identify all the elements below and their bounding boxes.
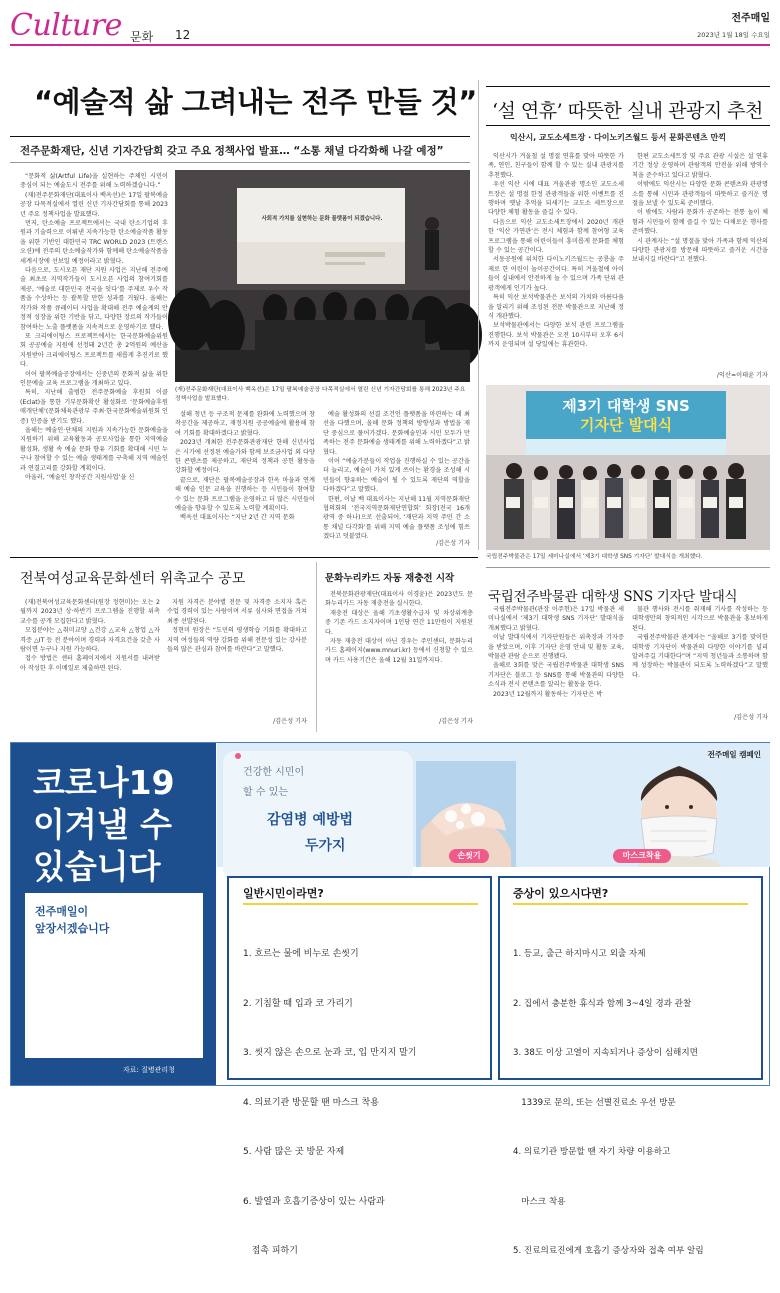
general-public-item: 접촉 피하기 [243, 1246, 298, 1256]
ad-dot-icon [235, 753, 241, 759]
winter-column-2 [632, 152, 768, 265]
lead-column-1 [20, 172, 168, 482]
lead-c3-paragraph: 예술 활성화의 선결 조건인 플랫폼을 마련하는 데 최선을 다했으며, 올해 문화 정책의 방향성과 방법을 재단 중심으로 풀어가겠다. 문화예술인과 시민 모두가 만족하는 전주 문화예술 생태계를 위해 노력하겠다”고 밝혔다. [323, 411, 470, 456]
page-header [0, 0, 780, 46]
ad-source: 자료: 질병관리청 [123, 1066, 175, 1074]
symptoms-item: 1. 등교, 출근 하지마시고 외출 자제 [513, 949, 646, 959]
lead-subhead: 전주문화재단, 신년 기자간담회 갖고 주요 정책사업 발표… “소통 채널 다각화해 나갈 예정” [20, 145, 444, 157]
winter-c1-paragraph: 서동공원에 위치한 다이노키즈월드는 공룡을 주제로 한 어린이 놀이공간이다. 특히 겨울철에 아이들이 실내에서 안전하게 놀 수 있으며 가족 단위 관광객에게 인기가 높다. [488, 256, 624, 292]
culture-card-headline: 문화누리카드 자동 재충전 시작 [325, 573, 455, 584]
museum-photo-caption: 국립전주박물관은 17일 세미나실에서 ‘제3기 대학생 SNS 기자단’ 발대식을 개최했다. [486, 554, 703, 560]
lead-column-3 [323, 410, 470, 542]
lead-signature: /김은성 기자 [436, 540, 470, 547]
lead-c3-paragraph: 이어 “예술가분들이 작업을 진행하실 수 있는 공간을 더 늘리고, 예술이 가치 있게 쓰이는 환경을 조성해 시민들이 향유하는 예술이 될 수 있도록 재단의 역할을 다하겠다”고 말했다. [323, 458, 470, 494]
vertical-divider [478, 80, 479, 550]
section-name-ko: 문화 [130, 30, 154, 44]
mask-label: 마스크착용 [613, 849, 671, 863]
women-edu-c2-paragraph: 지원 자격은 분야별 전문 및 자격증 소지자 혹은 수업 경력이 있는 사람이며 서류 심사와 면접을 거쳐 최종 선발된다. [167, 599, 307, 625]
header-rule [10, 44, 770, 46]
winter-headline: ‘설 연휴’ 따뜻한 실내 관광지 추천 [492, 100, 763, 122]
women-edu-column-2 [167, 598, 307, 654]
symptoms-item: 마스크 착용 [513, 1196, 566, 1207]
museum-c1-paragraph: 이날 발대식에서 기자단원들은 위촉장과 기자증을 받았으며, 이후 기자단 운영 안내 및 활동 교육, 박물관 관람 순으로 진행됐다. [488, 634, 624, 661]
lead-c2-paragraph: 끝으로, 재단은 팔복예술공장과 한옥 마을과 연계해 예술 인문 교육을 진행하는 등 시민들이 참여할 수 있는 문화 프로그램을 운영하고 더 많은 시민들이 예술을 향유할 수 있도록 노력할 계획이다. [175, 476, 315, 513]
museum-banner-line2: 기자단 발대식 [579, 416, 673, 434]
women-edu-column-1 [20, 598, 160, 673]
lead-c1-paragraph: 먼저, 탄소예술 프로젝트에서는 국내 탄소기업의 후원과 기술력으로 이뤄낸 지속가능한 탄소예술작품 활동을 위한 기반인 대한민국 TRC WORLD 2023 (트랜스 오션)에 전주의 탄소예술작가와 함께해 탄소예술작품을 세계시장에 선보일 예정이라고 밝혔다. [20, 220, 168, 265]
museum-headline: 국립전주박물관 대학생 SNS 기자단 발대식 [488, 589, 738, 605]
general-public-item: 5. 사람 많은 곳 방문 자제 [243, 1147, 345, 1157]
general-public-rule [243, 903, 478, 905]
winter-c1-paragraph: 특히 익산 보석박물관은 보석의 가치와 아름다움을 알리기 위해 조성된 전문 박물관으로 지난해 정식 개관했다. [488, 294, 624, 320]
general-public-item: 1. 흐르는 물에 비누로 손씻기 [243, 949, 359, 959]
lead-photo [175, 170, 470, 382]
museum-column-2 [632, 605, 768, 680]
lead-photo-caption: (재)전주문화재단(대표이사 백옥선)은 17일 팔복예술공장 다목적실에서 열린 신년 기자간담회를 통해 2023년 주요 정책사업을 발표했다. [175, 387, 466, 402]
campaign-label: 전주매일 캠페인 [707, 750, 761, 759]
symptoms-item: 1339로 문의, 또는 선별진료소 우선 방문 [513, 1097, 676, 1108]
winter-c2-paragraph: 한편 교도소세트장 및 주요 관광 시설은 설 연휴 기간 정상 운영하며 관람객의 안전을 위해 방역수칙을 준수하고 있다고 밝혔다. [632, 153, 768, 179]
museum-c2-paragraph: 물관 행사와 전시를 취재해 기사를 작성하는 등 대학생만의 창의적인 시각으로 박물관을 홍보하게 된다. [632, 606, 768, 632]
women-edu-c2-paragraph: 정현미 원장은 “도민의 평생학습 기회를 확대하고 지역 여성들의 역량 강화를 위해 전문성 있는 강사분들의 많은 관심과 참여를 바란다”고 말했다. [167, 627, 307, 654]
symptoms-list [513, 913, 761, 1293]
culture-card-paragraph: 자동 재충전 대상이 아닌 경우는 주민센터, 문화누리카드 홈페이지(www.mnuri.kr) 등에서 신청할 수 있으며 카드 사용기간은 올해 12월 31일까지다. [325, 638, 473, 664]
lead-c1-paragraph: 이어 팔복예술공장에서는 신중년의 문화적 삶을 위한 인문예술 교육 프로그램을 개최하고 있다. [20, 370, 168, 387]
museum-column-1 [488, 605, 624, 699]
symptoms-item: 4. 의료기관 방문할 땐 자기 차량 이용하고 [513, 1147, 671, 1157]
winter-signature: /익산=이태윤 기자 [716, 372, 768, 379]
symptoms-rule [513, 903, 748, 905]
museum-banner-line1: 제3기 대학생 SNS [562, 397, 690, 415]
culture-card-paragraph: 전북문화관광재단(대표이사 이경윤)은 2023년도 문화누리카드 자동 재충전을 실시한다. [325, 591, 473, 608]
page-number: 12 [175, 28, 191, 42]
lower-rule [10, 557, 478, 558]
women-edu-c1-paragraph: 모집분야는 △취미교양 △건강 △교육 △창업 △자격증 △IT 등 전 분야이며 경력과 자격요건을 갖춘 사람이면 누구나 지원 가능하다. [20, 627, 160, 654]
lead-c1-paragraph: “문화적 삶(Artful Life)을 실현하는 주체인 시민이 중심이 되는 예술도시 전주를 위해 노력하겠습니다.” [20, 173, 168, 190]
lead-rule-top [10, 136, 470, 137]
women-edu-c1-paragraph: 접수 방법은 센터 홈페이지에서 지원서를 내려받아 작성한 후 이메일로 제출하면 된다. [20, 655, 160, 672]
paper-name: 전주매일 [731, 13, 770, 24]
lead-photo-image [175, 170, 470, 382]
ad-hero-line4: 두가지 [305, 838, 346, 854]
ad-hero-line1: 건강한 시민이 [243, 767, 305, 778]
ad-hero-line2: 할 수 있는 [243, 787, 288, 798]
winter-c2-paragraph: 시 관계자는 “설 명절을 맞아 가족과 함께 익산의 다양한 관광지를 방문해 따뜻하고 즐거운 시간을 보내시길 바란다”고 전했다. [632, 237, 768, 264]
lead-c1-paragraph: 다음으로, 도시오픈 재단 지원 사업은 지난해 전주예술 최초로 지역작가들이 도시오픈 사업의 참여기회를 제공, ‘예술로 대한민국 전국을 잇다’를 주제로 우수 작품을 수상하는 등 괄목할 만한 성과를 거뒀다. 올해는 작가와 작품 큐레이터 사업을 확대해 전주 예술계의 안정적 성장을 위한 기반을 닦고, 다양한 장르의 작가들이 참여하는 노출 플랫폼을 지속적으로 운영하기로 했다. [20, 267, 168, 331]
covid-ad [10, 742, 770, 1256]
museum-c2-paragraph: 국립전주박물관 관계자는 “올해로 3기를 맞이한 대학생 기자단이 박물관의 다양한 이야기를 널리 알려주길 기대한다”며 “지역 청년들과 소통하며 함께 성장하는 박물관이 되도록 노력하겠다”고 말했다. [632, 634, 768, 679]
ad-sponsor-line1: 전주매일이 [35, 905, 89, 918]
ad-sponsor-line2: 앞장서겠습니다 [35, 922, 110, 935]
museum-photo [486, 385, 770, 550]
ad-big-line1: 코로나19 [33, 763, 175, 802]
winter-subhead: 익산시, 교도소세트장 · 다이노키즈월드 등서 문화콘텐츠 만끽 [510, 133, 726, 142]
general-public-item: 6. 발열과 호흡기증상이 있는 사람과 [243, 1196, 385, 1207]
lead-headline: “예술적 삶 그려내는 전주 만들 것” [34, 85, 477, 119]
winter-c1-paragraph: 다음으로 익산 교도소세트장에서 2020년 개관한 ‘익산 가연관’은 전시 체험과 함께 참여형 교육 프로그램을 통해 어린이들이 흥미롭게 문화를 체험할 수 있는 공간이다. [488, 218, 624, 255]
lead-c1-paragraph: 올해는 예술인·단체의 지원과 지속가능한 문화예술을 지원하기 위해 교육활동과 공모사업을 통한 지역예술 활성화, 생활 속 예술 문화 향유 기회를 확대해 시민 누구나 참여할 수 있는 예술 생태계를 구축해 지역 예술인과 연결고리를 강화할 계획이다. [20, 426, 168, 472]
winter-column-1 [488, 152, 624, 350]
lead-c1-paragraph: 특히, 지난해 출범한 전주문화예술 후원회 이클 (Eclat)을 통한 기부문화확산 활성화로 ‘문화예술후원 매개단체’(문화체육관광부 주최·한국문화예술위원회 인증) 인증을 받기도 했다. [20, 389, 168, 425]
winter-c2-paragraph: 이 밖에도 사람과 문화가 공존하는 전통 놀이 체험과 시민들이 함께 즐길 수 있는 다채로운 행사를 준비했다. [632, 209, 768, 236]
lead-c3-paragraph: 한편, 이날 백 대표이사는 지난해 11월 지역문화재단 협의회의 ‘전국지역문화재단연합회’ 회장(전국 16개 광역 중 하나)으로 선출되어, ‘재단과 지역 주민 간 소통 채널 다각화’를 위해 지역 예술 플랫폼 조성에 힘쓰겠다고 덧붙였다. [323, 495, 470, 541]
winter-rule-top [486, 86, 770, 87]
lead-c2-paragraph: 2023년 개최한 전주문화관광재단 한해 신년사업은 시가에 선정된 예술가와 함께 보조금사업 외 다양한 콘텐츠를 제공하고, 재단의 정책과 공헌 활동을 강화할 예정이다. [175, 439, 315, 475]
museum-c1-paragraph: 올해로 3회를 맞은 국립전주박물관 대학생 SNS 기자단은 블로그 등 SNS를 통해 박물관의 다양한 소식과 전시 콘텐츠를 알리는 활동을 한다. [488, 662, 624, 689]
lead-column-2 [175, 410, 315, 523]
winter-c1-paragraph: 보석박물관에서는 다양한 보석 관련 프로그램을 진행한다. 보석 박물관은 오전 10시부터 오후 6시까지 운영되며 설 당일에는 휴관한다. [488, 322, 624, 349]
general-public-item: 2. 기침할 때 입과 코 가리기 [243, 998, 353, 1009]
ad-big-line2: 이겨낼 수 [33, 805, 173, 844]
ad-big-line3: 있습니다 [33, 847, 161, 886]
winter-c1-paragraph: 익산시가 겨울철 설 명절 연휴를 맞아 따뜻한 가족, 연인, 친구들이 함께 할 수 있는 실내 관광지를 추천했다. [488, 153, 624, 179]
section-name-en: Culture [10, 8, 122, 43]
winter-rule-mid [486, 125, 770, 126]
lead-c2-paragraph: 설해 청년 등 구조적 문제를 완화에 노력했으며 창작공간을 제공하고, 재정지원 공공예술에 활용해 참여 기회를 확대하겠다고 밝혔다. [175, 411, 315, 437]
winter-c2-paragraph: 이밖에도 익산시는 다양한 문화 콘텐츠와 관광명소를 통해 시민과 관광객들이 따뜻하고 즐거운 명절을 보낼 수 있도록 준비했다. [632, 181, 768, 208]
lead-c2-paragraph: 백옥선 대표이사는 “지난 2년 간 지역 문화 [180, 514, 295, 522]
symptoms-item: 5. 진료의료진에게 호흡기 증상자와 접촉 여부 알림 [513, 1246, 704, 1256]
lead-photo-screen-text: 사회적 가치를 실현하는 문화 플랫폼이 되겠습니다. [261, 216, 383, 222]
general-public-item: 4. 의료기관 방문할 땐 마스크 착용 [243, 1097, 379, 1108]
women-edu-c1-paragraph: (재)전북여성교육문화센터(원장 정현미)는 오는 2월까지 2023년 상·하반기 프로그램을 진행할 위촉교수를 공개 모집한다고 밝혔다. [20, 599, 160, 625]
museum-rule-top [486, 567, 770, 568]
museum-c1-paragraph: 2023년 12월까지 활동하는 기자단은 박 [493, 690, 603, 698]
museum-signature: /김은성 기자 [734, 714, 768, 721]
ad-hero-line3: 감염병 예방법 [267, 812, 354, 828]
culture-card-signature: /김은성 기자 [439, 718, 473, 725]
museum-c1-paragraph: 국립전주박물관(관장 이주헌)은 17일 박물관 세미나실에서 ‘제3기 대학생 SNS 기자단’ 발대식을 개최했다고 밝혔다. [488, 606, 624, 632]
symptoms-title: 증상이 있으시다면? [513, 887, 609, 900]
symptoms-item: 2. 집에서 충분한 휴식과 함께 3~4일 경과 관찰 [513, 998, 692, 1009]
lead-rule-bottom [10, 162, 470, 163]
general-public-title: 일반시민이라면? [243, 887, 324, 900]
women-edu-headline: 전북여성교육문화센터 위촉교수 공모 [20, 571, 246, 587]
lead-c1-paragraph: 아울러, ‘예술인 창작공간 지원사업’을 신 [25, 474, 135, 481]
lead-c1-paragraph: 또 크리에이팅스 프로젝트에서는 한국문화예술위원회 공공예술 지원에 선정돼 2년간 총 2억원의 예산을 지원받아 크리에이팅스 프로젝트를 새롭게 추진키로 했다. [20, 332, 168, 369]
handwash-label: 손씻기 [449, 849, 489, 863]
issue-date: 2023년 1월 18일 수요일 [697, 31, 770, 39]
vertical-divider [316, 562, 317, 732]
general-public-item: 3. 씻지 않은 손으로 눈과 코, 입 만지지 말기 [243, 1048, 417, 1058]
women-edu-signature: /김은성 기자 [273, 718, 307, 725]
culture-card-paragraph: 재충전 대상은 올해 기초생활수급자 및 차상위계층 중 기존 카드 소지자이며 1인당 연간 11만원이 지원된다. [325, 609, 473, 636]
culture-card-column [325, 590, 473, 665]
winter-c1-paragraph: 우선 익산 시에 대표 겨울관광 명소인 교도소세트장은 설 명절 한정 관광객들을 위한 이벤트를 진행하며 옛날 추억을 되새기는 교도소 세트장으로 다양한 체험 활동을 즐길 수 있다. [488, 181, 624, 217]
general-public-list [243, 913, 488, 1293]
symptoms-item: 3. 38도 이상 고열이 지속되거나 증상이 심해지면 [513, 1048, 698, 1058]
lead-c1-paragraph: (재)전주문화재단(대표이사 백옥선)은 17일 팔복예술공장 다목적실에서 열린 신년 기자간담회를 통해 2023년 주요 정책사업을 발표했다. [20, 191, 168, 218]
